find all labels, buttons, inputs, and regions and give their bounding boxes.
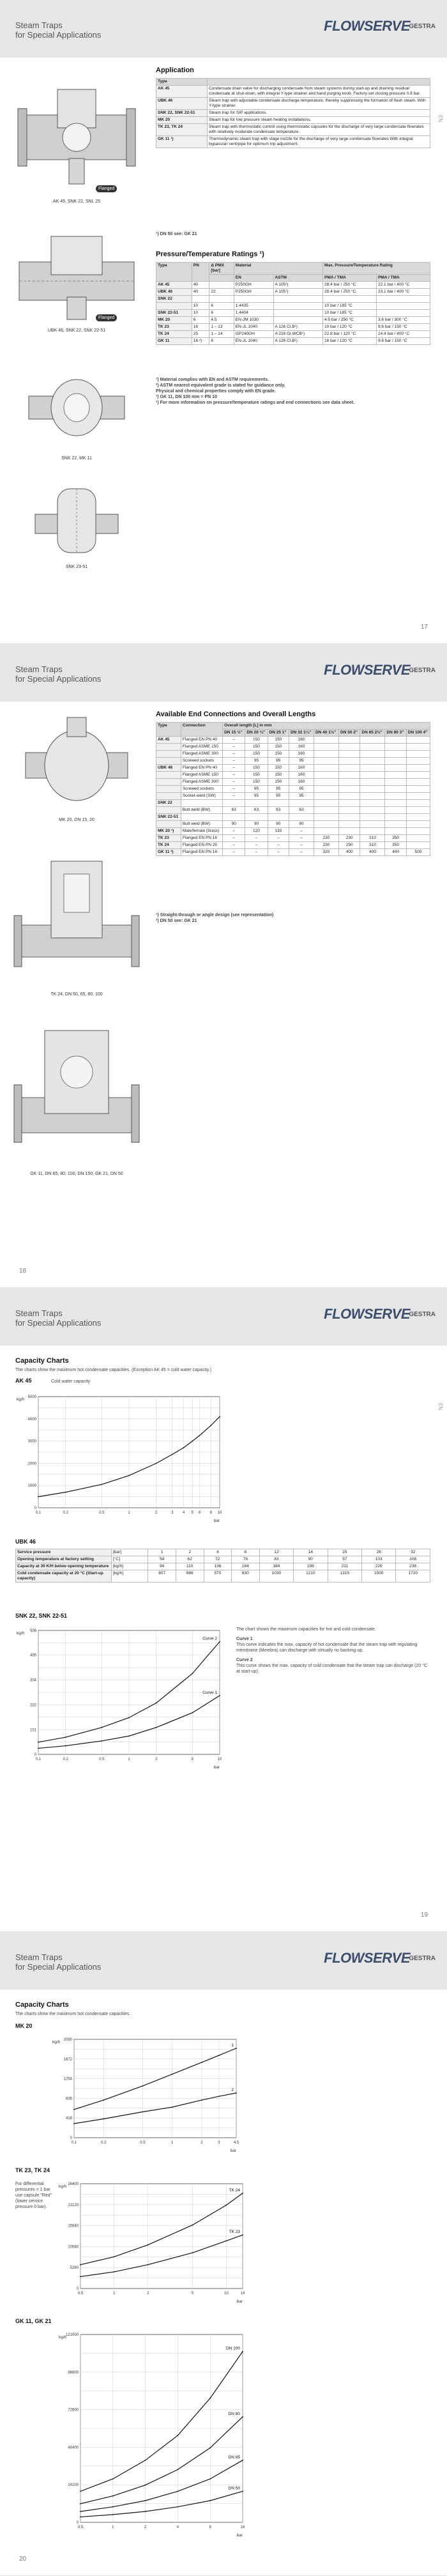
caption-mk20: MK 20, DN 15, 20 bbox=[59, 818, 95, 822]
x-tick-label: 2 bbox=[201, 2141, 203, 2145]
data-point bbox=[242, 2460, 243, 2461]
y-tick-label: 26400 bbox=[68, 2182, 79, 2186]
snk22-chart-title: SNK 22, SNK 22-51 bbox=[15, 1613, 68, 1619]
tk-chart-title: TK 23, TK 24 bbox=[15, 2167, 50, 2174]
data-point bbox=[178, 2506, 179, 2508]
y-axis-label: kg/h bbox=[52, 2040, 61, 2044]
y-tick-label: 0 bbox=[34, 1753, 36, 1757]
data-point bbox=[128, 1735, 130, 1736]
end-connections-table: Type Connection Overall length [L] in mm DN 15 ½" DN 20 ¾" DN 25 1" DN 32 1¼" DN 40 1½" DN 50 2" DN 65 2½" DN 80 3" DN 100 4" AK 45 Flanged EN PN 40 – 150 150 160 Flanged ASME 150 – 150 150 160 Flanged ASME 300 – 150 150 160 Screwed sockets – 95 95 95 UBK 46 Flanged EN PN 40 – 150 150 160 Flanged ASME 150 – 150 150 160 Flanged ASME 300 – 150 150 160 Screwed sockets – 95 95 95 Socket-weld (SW) – 95 95 95 SNK 22 Butt weld (BW) 63 63 63 63 SNK 22-51 Butt weld (BW) 90 90 90 90 MK 20 ¹) Male/female (brass) – 120 133 – TK 23 Flanged EN PN 16 – – – – 230 230 310 350 TK 24 Flanged EN PN 25 – – – – 230 290 310 350 GK 11 ²) Flanged EN PN 16 – – – – 320 400 400 400 500 bbox=[156, 722, 430, 856]
flowserve-logo: FLOWSERVE bbox=[324, 1950, 410, 1966]
data-point bbox=[201, 2062, 202, 2063]
ubk46-title: UBK 46 bbox=[15, 1538, 36, 1545]
data-point bbox=[142, 2085, 143, 2087]
data-point bbox=[199, 1435, 201, 1436]
flowserve-logo: FLOWSERVE bbox=[324, 662, 410, 678]
data-point bbox=[80, 2491, 81, 2492]
end-footnotes: ¹) Straight-through or angle design (see representation) ²) DN 50 see: GK 21 bbox=[156, 913, 274, 923]
dn-column-header: DN 50 2" bbox=[339, 730, 360, 737]
data-point bbox=[103, 2099, 104, 2101]
page-20 bbox=[0, 1932, 447, 2576]
data-point bbox=[112, 2478, 114, 2480]
caption-ubk46: UBK 46, SNK 22, SNK 22-51 bbox=[47, 328, 106, 333]
gestra-brand: GESTRA bbox=[409, 667, 436, 674]
table-row: Butt weld (BW) 90 90 90 90 bbox=[156, 821, 430, 828]
series-label: Curve 2 bbox=[202, 1636, 217, 1641]
table-row: GK 11 ²) Flanged EN PN 16 – – – – 320 400 400 400 500 bbox=[156, 849, 430, 856]
page-19 bbox=[0, 1288, 447, 1932]
table-row: Opening temperature at factory setting [°C] 54 62 72 78 83 90 97 103 108 bbox=[16, 1556, 430, 1563]
table-row: SNK 22-51 bbox=[156, 814, 430, 821]
ak45-legend: Cold water capacity bbox=[51, 1379, 91, 1384]
drawing-ubk46 bbox=[13, 230, 140, 326]
tk-side-note: For differential pressures < 1 bar use capsule "Red" (lower service pressure 0 bar). bbox=[15, 2182, 52, 2209]
gk-chart-title: GK 11, GK 21 bbox=[15, 2318, 52, 2324]
flowserve-logo: FLOWSERVE bbox=[324, 18, 410, 34]
data-point bbox=[242, 2491, 243, 2492]
y-tick-label: 2000 bbox=[27, 1462, 36, 1466]
table-row: TK 24 Flanged EN PN 25 – – – – 230 290 310 350 bbox=[156, 842, 430, 849]
data-point bbox=[156, 1703, 157, 1704]
edge-language-label: EN bbox=[437, 115, 443, 123]
y-tick-label: 0 bbox=[76, 2287, 79, 2291]
dn-column-header: DN 40 1½" bbox=[314, 730, 338, 737]
y-tick-label: 1672 bbox=[63, 2057, 72, 2062]
series-label: 2 bbox=[231, 2088, 234, 2092]
flanged-badge-2: Flanged bbox=[96, 314, 117, 321]
gestra-brand: GESTRA bbox=[409, 1955, 436, 1962]
table-row: GK 11 ¹) Thermodynamic steam trap with stage nozzle for the discharge of very large condensate flowrates With integral bypass/air vent/pipe for optimum trip adjustment. bbox=[156, 136, 430, 148]
data-point bbox=[219, 1416, 220, 1417]
caption-tk24: TK 24, DN 50, 65, 80, 100 bbox=[50, 992, 103, 997]
y-tick-label: 4000 bbox=[27, 1417, 36, 1422]
y-tick-label: 5000 bbox=[27, 1395, 36, 1399]
table-row: Cold condensate capacity at 20 °C (Start-up capacity) [kg/h] 807 986 570 830 1030 1210 1315 1500 1720 bbox=[16, 1570, 430, 1583]
page-number: 18 bbox=[19, 1268, 27, 1275]
x-tick-label: 2 bbox=[146, 2292, 149, 2296]
x-axis-label: bar bbox=[213, 1519, 220, 1523]
x-tick-label: 16 bbox=[240, 2526, 245, 2529]
y-tick-label: 2090 bbox=[63, 2038, 72, 2042]
data-point bbox=[128, 1717, 130, 1719]
table-row: MK 20 6 4.5 EN-JM 1030 4.5 bar / 250 °C 3.6 bar / 300 °C bbox=[156, 317, 430, 324]
x-tick-label: 4.5 bbox=[233, 2141, 239, 2145]
caption-ak45: AK 45, SNK 22, SNL 25 bbox=[52, 199, 101, 204]
y-tick-label: 21120 bbox=[68, 2203, 79, 2207]
table-row: Service pressure [bar] 1 2 4 8 12 14 20 26 32 bbox=[16, 1549, 430, 1556]
capacity-heading: Capacity Charts bbox=[15, 2001, 69, 2009]
gestra-brand: GESTRA bbox=[409, 23, 436, 30]
data-point bbox=[80, 2276, 81, 2277]
page-header bbox=[0, 0, 447, 57]
data-point bbox=[145, 2460, 146, 2461]
table-row: SNK 22, SNK 22-51 Steam trap for SIP applications. bbox=[156, 110, 430, 117]
table-row: SNK 22 bbox=[156, 296, 430, 303]
data-point bbox=[38, 1496, 39, 1498]
y-tick-label: 72600 bbox=[68, 2408, 79, 2412]
y-tick-label: 1254 bbox=[63, 2077, 72, 2082]
pressure-table: Type PN Δ PMX [bar] Material Max. Pressure/Temperature Rating EN ASTM PMA / TMA PMA / TMA AK 45 40 P250GH A 105¹) 28.4 bar / 250 °C 22.1 bar / 400 °C UBK 46 40 22 P250GH A 105¹) 28.4 bar / 250 °C 23.1 bar / 400 °C SNK 22 10 6 1.4435 10 bar / 185 °C SNK 22-51 10 6 1.4404 10 bar / 185 °C MK 20 6 4.5 EN-JM 1030 4.5 bar / 250 °C 3.6 bar / 300 °C TK 23 16 1 – 13 EN-JL 1040 A 126 CI.B¹) 10 bar / 120 °C 9.6 bar / 150 °C TK 24 25 1 – 14 GP240GH A 216 Gr.WCB¹) 22.8 bar / 120 °C 14.4 bar / 400 °C GK 11 16 ²) 6 EN-JL 1040 A 126 CI.B¹) 16 bar / 120 °C 9.6 bar / 150 °C bbox=[156, 262, 430, 345]
x-tick-label: 0.1 bbox=[35, 1758, 42, 1761]
x-tick-label: 0.2 bbox=[101, 2141, 107, 2145]
x-tick-label: 3 bbox=[218, 2141, 220, 2145]
application-footnote: ¹) DN 50 see: GK 21 bbox=[156, 232, 197, 236]
drawing-snk22 bbox=[26, 358, 128, 454]
table-row: UBK 46 40 22 P250GH A 105¹) 28.4 bar / 250 °C 23.1 bar / 400 °C bbox=[156, 289, 430, 296]
x-tick-label: 2 bbox=[144, 2526, 147, 2529]
x-tick-label: 4 bbox=[182, 1511, 185, 1515]
capacity-intro: The charts show the maximum hot condensate capacities. (Exception AK 45 = cold water capacity.) bbox=[15, 1368, 212, 1372]
table-row: SNK 22-51 10 6 1.4404 10 bar / 185 °C bbox=[156, 310, 430, 317]
data-point bbox=[172, 1454, 173, 1455]
gestra-brand: GESTRA bbox=[409, 1311, 436, 1318]
y-tick-label: 418 bbox=[65, 2117, 72, 2121]
table-row: Flanged ASME 300 – 150 150 160 bbox=[156, 779, 430, 786]
data-point bbox=[148, 2264, 149, 2266]
y-tick-label: 121000 bbox=[65, 2333, 79, 2337]
data-point bbox=[114, 2271, 115, 2273]
x-tick-label: 5 bbox=[191, 1511, 193, 1515]
x-axis-label: bar bbox=[230, 2149, 236, 2153]
y-tick-label: 506 bbox=[29, 1629, 36, 1633]
data-point bbox=[103, 2119, 104, 2120]
x-tick-label: 6 bbox=[198, 1511, 201, 1515]
y-tick-label: 48400 bbox=[68, 2446, 79, 2450]
data-point bbox=[209, 2478, 211, 2480]
chart-tk bbox=[57, 2177, 249, 2305]
data-point bbox=[172, 2074, 173, 2075]
flanged-badge-1: Flanged bbox=[96, 185, 117, 192]
data-point bbox=[242, 2416, 243, 2418]
pressure-heading: Pressure/Temperature Ratings ¹) bbox=[156, 250, 264, 258]
data-point bbox=[156, 1463, 157, 1464]
x-tick-label: 1 bbox=[112, 2526, 114, 2529]
dn-column-header: DN 25 1" bbox=[268, 730, 289, 737]
x-tick-label: 4 bbox=[176, 2526, 179, 2529]
data-point bbox=[218, 2055, 220, 2056]
data-point bbox=[73, 2109, 75, 2110]
table-row: UBK 46 Steam trap with adjustable condensate discharge temperature, thereby suppressing the formation of flash steam. With Y-type strainer. bbox=[156, 98, 430, 110]
page-number: 19 bbox=[420, 1912, 428, 1919]
table-row: TK 24 25 1 – 14 GP240GH A 216 Gr.WCB¹) 22.8 bar / 120 °C 14.4 bar / 400 °C bbox=[156, 331, 430, 338]
data-point bbox=[65, 1492, 66, 1493]
drawing-snk23 bbox=[32, 479, 121, 562]
table-row: MK 20 ¹) Male/female (brass) – 120 133 – bbox=[156, 828, 430, 835]
y-tick-label: 96800 bbox=[68, 2370, 79, 2375]
data-point bbox=[242, 2351, 243, 2352]
data-point bbox=[80, 2517, 81, 2518]
y-tick-label: 10560 bbox=[68, 2245, 79, 2250]
y-tick-label: 0 bbox=[76, 2521, 79, 2525]
header-title: Steam Traps for Special Applications bbox=[15, 1952, 102, 1972]
x-tick-label: 0.2 bbox=[63, 1758, 68, 1761]
data-point bbox=[112, 2506, 114, 2508]
mk20-chart-title: MK 20 bbox=[15, 2023, 33, 2029]
y-tick-label: 304 bbox=[29, 1678, 36, 1683]
page-number: 17 bbox=[420, 624, 428, 631]
caption-gk11: GK 11, DN 65, 80, 100, DN 150, GK 21, DN 50 bbox=[30, 1172, 123, 1176]
data-point bbox=[192, 1441, 193, 1442]
x-tick-label: 10 bbox=[217, 1758, 222, 1761]
data-point bbox=[148, 2244, 149, 2246]
chart-gk bbox=[57, 2328, 249, 2539]
data-point bbox=[242, 2193, 243, 2194]
caption-snk22: SNK 22, MK 11 bbox=[61, 456, 92, 461]
ak45-title: AK 45 bbox=[15, 1377, 32, 1384]
x-tick-label: 8 bbox=[209, 2526, 211, 2529]
data-point bbox=[192, 2225, 193, 2226]
x-tick-label: 3 bbox=[171, 1511, 174, 1515]
x-tick-label: 10 bbox=[217, 1511, 222, 1515]
dn-column-header: DN 100 4" bbox=[406, 730, 430, 737]
data-point bbox=[218, 2096, 220, 2097]
data-point bbox=[219, 1641, 220, 1643]
x-tick-label: 1 bbox=[170, 2141, 174, 2145]
x-axis-label: bar bbox=[236, 2533, 243, 2538]
x-tick-label: 0.1 bbox=[71, 2141, 77, 2145]
table-row: TK 23 16 1 – 13 EN-JL 1040 A 126 CI.B¹) 10 bar / 120 °C 9.6 bar / 150 °C bbox=[156, 324, 430, 331]
data-point bbox=[210, 1425, 211, 1426]
y-tick-label: 0 bbox=[70, 2136, 72, 2140]
end-connections-heading: Available End Connections and Overall Lengths bbox=[156, 710, 316, 718]
x-tick-label: 0.5 bbox=[77, 2526, 84, 2529]
x-tick-label: 14 bbox=[240, 2292, 245, 2296]
ubk46-table bbox=[15, 1549, 430, 1583]
x-tick-label: 0.5 bbox=[77, 2292, 84, 2296]
table-row: SNK 22 bbox=[156, 800, 430, 807]
x-axis-label: bar bbox=[236, 2299, 243, 2304]
y-tick-label: 202 bbox=[29, 1703, 36, 1708]
data-point bbox=[183, 1447, 185, 1448]
x-tick-label: 0.5 bbox=[99, 1758, 105, 1761]
data-point bbox=[192, 2252, 193, 2253]
y-tick-label: 836 bbox=[65, 2097, 72, 2101]
table-row: UBK 46 Flanged EN PN 40 – 150 150 160 bbox=[156, 765, 430, 772]
page-number: 20 bbox=[19, 2556, 27, 2563]
chart-ak45 bbox=[15, 1390, 226, 1524]
data-point bbox=[178, 2469, 179, 2470]
drawing-gk11 bbox=[13, 1021, 140, 1168]
x-tick-label: 2 bbox=[155, 1758, 158, 1761]
table-row: AK 45 40 P250GH A 105¹) 28.4 bar / 250 °C 22.1 bar / 400 °C bbox=[156, 282, 430, 289]
application-table bbox=[156, 78, 430, 148]
data-point bbox=[101, 1740, 102, 1742]
dn-column-header: DN 15 ½" bbox=[223, 730, 245, 737]
y-axis-label: kg/h bbox=[59, 2335, 67, 2340]
data-point bbox=[209, 2500, 211, 2501]
table-row: Butt weld (BW) 63 63 63 63 bbox=[156, 807, 430, 814]
table-row: Screwed sockets – 95 95 95 bbox=[156, 758, 430, 765]
data-point bbox=[192, 1712, 193, 1713]
y-tick-label: 1000 bbox=[27, 1484, 36, 1489]
page-17 bbox=[0, 0, 447, 644]
x-tick-label: 0.5 bbox=[99, 1511, 105, 1515]
y-axis-label: kg/h bbox=[17, 1397, 25, 1402]
data-point bbox=[80, 2264, 81, 2266]
data-point bbox=[112, 2514, 114, 2515]
dn-column-header: DN 80 3" bbox=[385, 730, 406, 737]
data-point bbox=[65, 1736, 66, 1738]
page-18 bbox=[0, 644, 447, 1288]
data-point bbox=[201, 2099, 202, 2101]
dn-column-header: DN 20 ¾" bbox=[245, 730, 268, 737]
y-axis-label: kg/h bbox=[59, 2184, 67, 2189]
data-point bbox=[38, 1742, 39, 1743]
data-point bbox=[145, 2500, 146, 2501]
x-tick-label: 1 bbox=[128, 1758, 130, 1761]
table-row: GK 11 16 ²) 6 EN-JL 1040 A 126 CI.B¹) 16 bar / 120 °C 9.6 bar / 150 °C bbox=[156, 338, 430, 345]
x-tick-label: 0.2 bbox=[63, 1511, 68, 1515]
data-point bbox=[192, 1673, 193, 1675]
header-title: Steam Traps for Special Applications bbox=[15, 20, 102, 40]
data-point bbox=[101, 1727, 102, 1728]
dn-column-header: DN 32 1¼" bbox=[289, 730, 314, 737]
x-tick-label: 5 bbox=[191, 2292, 194, 2296]
data-point bbox=[156, 1727, 157, 1728]
table-row: Flanged ASME 150 – 150 150 160 bbox=[156, 744, 430, 751]
data-point bbox=[236, 2092, 237, 2094]
table-row: MK 20 Steam trap for low pressure steam heating installations. bbox=[156, 117, 430, 124]
x-tick-label: 1 bbox=[128, 1511, 130, 1515]
table-row: AK 45 Flanged EN PN 40 – 150 150 160 bbox=[156, 737, 430, 744]
series-label: Curve 1 bbox=[202, 1690, 217, 1695]
edge-language-label: EN bbox=[437, 1403, 443, 1411]
x-axis-label: bar bbox=[213, 1765, 220, 1770]
drawing-tk24 bbox=[13, 848, 140, 989]
data-point bbox=[178, 2491, 179, 2492]
table-row: AK 45 Condensate drain valve for discharging condensate from steam systems during start-up and draining residual condensate at shut-down, with integral Y-type strainer and hand purging knob. Factory-set closing pressure 0.8 bar. bbox=[156, 86, 430, 98]
x-tick-label: 1 bbox=[113, 2292, 116, 2296]
capacity-heading: Capacity Charts bbox=[15, 1357, 69, 1365]
series-label: DN 100 bbox=[225, 2346, 240, 2351]
series-label: TK 24 bbox=[229, 2188, 240, 2193]
table-row: TK 23 Flanged EN PN 16 – – – – 230 230 310 350 bbox=[156, 835, 430, 842]
page-header bbox=[0, 644, 447, 702]
data-point bbox=[172, 2106, 173, 2108]
chart-mk20 bbox=[51, 2033, 243, 2154]
header-title: Steam Traps for Special Applications bbox=[15, 664, 102, 684]
y-tick-label: 24200 bbox=[68, 2483, 79, 2488]
table-row: 10 6 1.4435 10 bar / 185 °C bbox=[156, 303, 430, 310]
x-tick-label: 10 bbox=[224, 2292, 229, 2296]
table-row: Capacity at 30 K/H below opening temperature [kg/h] 94 110 136 164 184 198 211 226 236 bbox=[16, 1563, 430, 1570]
y-tick-label: 15840 bbox=[68, 2224, 79, 2228]
header-title: Steam Traps for Special Applications bbox=[15, 1308, 102, 1328]
x-tick-label: 0.1 bbox=[35, 1511, 42, 1515]
table-row: TK 23, TK 24 Steam trap with thermostatic control using thermostatic capsules for the discharge of very large condensate flowrates with relatively moderate condensate temperature. bbox=[156, 124, 430, 136]
table-row: Screwed sockets – 95 95 95 bbox=[156, 786, 430, 793]
x-tick-label: 5 bbox=[191, 1758, 193, 1761]
data-point bbox=[225, 2205, 227, 2206]
y-tick-label: 3000 bbox=[27, 1439, 36, 1444]
data-point bbox=[209, 2447, 211, 2448]
y-tick-label: 101 bbox=[29, 1728, 36, 1733]
data-point bbox=[112, 2496, 114, 2497]
data-point bbox=[142, 2112, 143, 2113]
data-point bbox=[128, 1475, 130, 1476]
pressure-footnotes: ¹) Material complies with EN and ASTM requirements. ²) ASTM nearest equivalent grade is stated for guidance only. Physical and chemical properties comply with EN grade. ³) GK 11, DN 100 mm = PN 10 ¹) For more information on pressure/temperature ratings and end connections see data sheet. bbox=[156, 378, 355, 405]
data-point bbox=[178, 2435, 179, 2436]
series-label: DN 65 bbox=[228, 2455, 240, 2460]
data-point bbox=[65, 1745, 66, 1747]
data-point bbox=[219, 1695, 220, 1696]
snk22-description: The chart shows the maximum capacities for hot and cold condensate. Curve 1 This curve indicates the max. capacity of hot condensate that the steam trap with regulating membrane (Membra) can discharge with virtually no backing-up. Curve 2 This curve shows the max. capacity of cold condensate that the steam trap can discharge (20 °C at start-up). bbox=[236, 1627, 427, 1674]
data-point bbox=[242, 2234, 243, 2235]
flowserve-logo: FLOWSERVE bbox=[324, 1306, 410, 1322]
drawing-ak45 bbox=[13, 77, 140, 198]
data-point bbox=[145, 2511, 146, 2512]
y-tick-label: 405 bbox=[29, 1653, 36, 1658]
caption-tk: SNK 23-51 bbox=[65, 565, 88, 569]
chart-snk22 bbox=[15, 1624, 226, 1771]
series-label: DN 80 bbox=[228, 2411, 240, 2416]
data-point bbox=[101, 1484, 102, 1485]
y-tick-label: 0 bbox=[34, 1506, 36, 1510]
x-tick-label: 8 bbox=[209, 1511, 212, 1515]
series-label: TK 23 bbox=[229, 2230, 240, 2235]
y-tick-label: 5280 bbox=[70, 2266, 79, 2271]
data-point bbox=[236, 2048, 237, 2049]
page-header bbox=[0, 1932, 447, 1989]
drawing-mk20 bbox=[19, 714, 134, 816]
data-point bbox=[209, 2398, 211, 2399]
series-label: DN 50 bbox=[228, 2486, 240, 2491]
table-row: Flanged ASME 150 – 150 150 160 bbox=[156, 772, 430, 779]
x-tick-label: 2 bbox=[155, 1511, 158, 1515]
data-point bbox=[38, 1748, 39, 1749]
data-point bbox=[80, 2503, 81, 2504]
capacity-intro: The charts show the maximum hot condensate capacities. bbox=[15, 2012, 131, 2016]
data-point bbox=[73, 2123, 75, 2124]
series-label: 1 bbox=[231, 2043, 234, 2048]
dn-column-header: DN 65 2½" bbox=[360, 730, 385, 737]
x-tick-label: 0.5 bbox=[140, 2141, 146, 2145]
application-col-type: Type bbox=[156, 79, 208, 86]
data-point bbox=[225, 2241, 227, 2242]
table-row: Flanged ASME 300 – 150 150 160 bbox=[156, 751, 430, 758]
page-header bbox=[0, 1288, 447, 1346]
data-point bbox=[114, 2256, 115, 2257]
data-point bbox=[80, 2511, 81, 2512]
application-heading: Application bbox=[156, 66, 194, 74]
y-axis-label: kg/h bbox=[17, 1631, 25, 1636]
table-row: Socket-weld (SW) – 95 95 95 bbox=[156, 793, 430, 800]
data-point bbox=[145, 2485, 146, 2486]
